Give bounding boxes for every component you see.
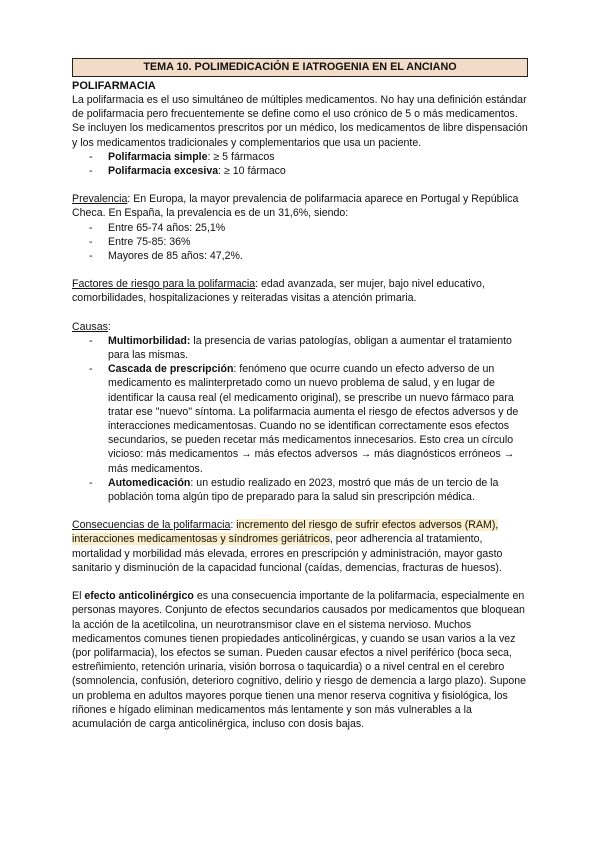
causes-list xyxy=(72,334,528,504)
list-item xyxy=(72,334,528,362)
prevalence-paragraph xyxy=(72,192,528,220)
cause-text: : un estudio realizado en 2023, mostró que más de un tercio de la población toma algún tipo de preparado para la salud sin prescripción médica. xyxy=(108,476,499,504)
cause-label: Cascada de prescripción xyxy=(108,363,234,376)
risk-factors-text: : edad avanzada, ser mujer, bajo nivel educativo, comorbilidades, hospitalizaciones y reiteradas visitas a atención primaria. xyxy=(72,278,485,305)
type-label: Polifarmacia excesiva xyxy=(108,165,219,178)
section-heading: POLIFARMACIA xyxy=(72,80,156,92)
causes-label: Causas xyxy=(72,320,108,333)
types-list xyxy=(72,150,528,178)
cause-text: : fenómeno que ocurre cuando un efecto adverso de un medicamento es malinterpretado como un nuevo problema de salud, y en lugar de identificar la causa real (el medicamento original), se prescribe un nuevo fármaco para tratar ese "nuevo" síntoma. La polifarmacia aumenta el riesgo de efectos adversos y de interacciones medicamentosas. Cuando no se identifican correctamente esos efectos secundarios, se pueden recetar más medicamentos innecesarios. Esto crea un círculo vicioso: más medicamentos → más efectos adversos → más diagnósticos erróneos → más medicamentos. xyxy=(108,363,519,475)
list-item: - Entre 65-74 años: 25,1% xyxy=(72,221,528,235)
causes-heading xyxy=(72,320,528,334)
type-label: Polifarmacia simple xyxy=(108,150,208,163)
list-item xyxy=(72,164,528,178)
anticholinergic-label: efecto anticolinérgico xyxy=(84,590,194,603)
cause-label: Multimorbilidad: xyxy=(108,334,191,347)
list-item xyxy=(72,476,528,504)
list-item xyxy=(72,150,528,164)
consequences-paragraph xyxy=(72,518,528,575)
consequences-label: Consecuencias de la polifarmacia xyxy=(72,519,231,532)
list-item xyxy=(72,362,528,476)
causes-suffix: : xyxy=(107,320,111,333)
risk-factors-label: Factores de riesgo para la polifarmacia xyxy=(72,278,256,291)
type-text: : ≥ 5 fármacos xyxy=(207,150,275,163)
consequences-text: , peor adherencia al tratamiento, mortalidad y morbilidad más elevada, errores en prescripción y administración, mayor gasto sanitario y disminución de la capacidad funcional (caídas, demencias, fracturas de huesos). xyxy=(72,533,503,574)
document-page xyxy=(72,58,528,731)
prevalence-text: : En Europa, la mayor prevalencia de polifarmacia aparece en Portugal y República Checa. En España, la prevalencia es de un 31,6%, siendo: xyxy=(72,193,519,220)
list-item: - Mayores de 85 años: 47,2%. xyxy=(72,249,528,263)
list-item: - Entre 75-85: 36% xyxy=(72,235,528,249)
prevalence-label: Prevalencia xyxy=(72,193,128,206)
cause-label: Automedicación xyxy=(108,476,191,489)
risk-factors-paragraph xyxy=(72,277,528,305)
type-text: : ≥ 10 fármaco xyxy=(218,165,286,178)
cause-text: la presencia de varias patologías, obligan a aumentar el tratamiento para las mismas. xyxy=(108,334,512,362)
anticholinergic-paragraph xyxy=(72,589,528,731)
prevalence-list xyxy=(72,221,528,264)
anticholinergic-text: es una consecuencia importante de la polifarmacia, especialmente en personas mayores. Conjunto de efectos secundarios causados por medicamentos que bloquean la acción de la acetilcolina, un neurotransmisor clave en el sistema nervioso. Muchos medicamentos comunes tienen propiedades anticolinérgicas, y cuando se usan varios a la vez (por polifarmacia), los efectos se suman. Pueden causar efectos a nivel periférico (boca seca, estreñimiento, retención urinaria, visión borrosa o taquicardia) o a nivel central en el cerebro (somnolencia, confusión, deterioro cognitivo, delirio y riesgo de demencia a largo plazo). Supone un problema en adultos mayores porque tienen una menor reserva cognitiva y fisiológica, los riñones e hígado eliminan medicamentos más lentamente y son más vulnerables a la acumulación de carga anticolinérgica, incluso con dosis bajas. xyxy=(72,590,527,730)
page-title: TEMA 10. POLIMEDICACIÓN E IATROGENIA EN EL ANCIANO xyxy=(72,58,528,77)
anticholinergic-prefix: El xyxy=(72,590,85,603)
consequences-highlight: incremento del riesgo de sufrir efectos adversos (RAM), interacciones medicamentosas y síndromes geriátricos xyxy=(72,519,499,546)
consequences-sep: : xyxy=(230,519,237,532)
intro-paragraph: La polifarmacia es el uso simultáneo de múltiples medicamentos. No hay una definición estándar de polifarmacia pero frecuentemente se define como el uso crónico de 5 o más medicamentos. Se incluyen los medicamentos prescritos por un médico, los medicamentos de libre dispensación y los medicamentos tradicionales y complementarios que usa un paciente. xyxy=(72,94,528,149)
